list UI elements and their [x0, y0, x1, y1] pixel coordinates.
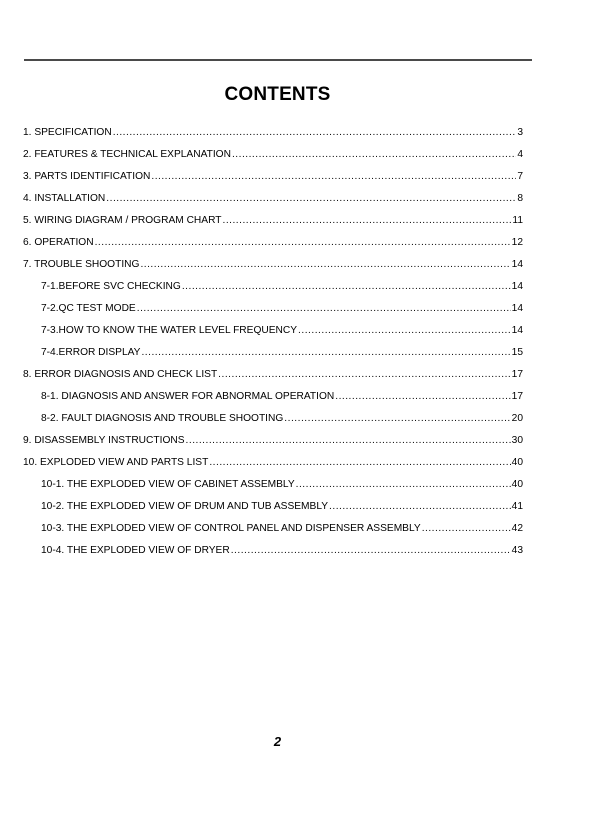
dot-leader — [422, 522, 511, 536]
toc-subentry[interactable] — [23, 544, 523, 566]
toc-entry-title: 3. PARTS IDENTIFICATION — [23, 171, 151, 182]
dot-leader — [137, 302, 511, 316]
page-title: CONTENTS — [224, 84, 331, 105]
toc-entry-title: 10-4. THE EXPLODED VIEW OF DRYER — [41, 545, 230, 556]
toc-entry-title: 5. WIRING DIAGRAM / PROGRAM CHART — [23, 215, 222, 226]
toc-entry-title: 4. INSTALLATION — [23, 193, 106, 204]
dot-leader — [106, 192, 516, 206]
dot-leader — [296, 478, 511, 492]
toc-entry-title: 7-1.BEFORE SVC CHECKING — [41, 281, 181, 292]
toc-entry[interactable] — [23, 148, 523, 170]
dot-leader — [141, 346, 510, 360]
dot-leader — [231, 544, 511, 558]
toc-entry-page: 14 — [511, 325, 523, 336]
toc-entry-title: 8-1. DIAGNOSIS AND ANSWER FOR ABNORMAL OPERATION — [41, 391, 335, 402]
toc-entry-title: 10-3. THE EXPLODED VIEW OF CONTROL PANEL AND DISPENSER ASSEMBLY — [41, 523, 421, 534]
dot-leader — [232, 148, 516, 162]
toc-subentry[interactable] — [23, 412, 523, 434]
toc-entry-page: 12 — [511, 237, 523, 248]
dot-leader — [222, 214, 511, 228]
toc-entry[interactable] — [23, 258, 523, 280]
toc-entry-title: 10-2. THE EXPLODED VIEW OF DRUM AND TUB ASSEMBLY — [41, 501, 329, 512]
toc-subentry[interactable] — [23, 500, 523, 522]
table-of-contents — [23, 126, 523, 566]
toc-entry-page: 17 — [511, 369, 523, 380]
toc-subentry[interactable] — [23, 390, 523, 412]
dot-leader — [218, 368, 510, 382]
toc-entry-title: 1. SPECIFICATION — [23, 127, 112, 138]
toc-entry-page: 20 — [511, 413, 523, 424]
toc-entry-page: 4 — [517, 149, 523, 160]
dot-leader — [335, 390, 510, 404]
toc-entry[interactable] — [23, 368, 523, 390]
toc-entry-title: 7-4.ERROR DISPLAY — [41, 347, 141, 358]
toc-entry[interactable] — [23, 170, 523, 192]
toc-subentry[interactable] — [23, 346, 523, 368]
toc-subentry[interactable] — [23, 478, 523, 500]
page-number: 2 — [273, 734, 282, 749]
toc-entry-title: 6. OPERATION — [23, 237, 94, 248]
toc-entry-title: 10. EXPLODED VIEW AND PARTS LIST — [23, 457, 209, 468]
toc-entry[interactable] — [23, 126, 523, 148]
toc-entry-page: 15 — [511, 347, 523, 358]
toc-entry[interactable] — [23, 434, 523, 456]
dot-leader — [113, 126, 517, 140]
toc-subentry[interactable] — [23, 324, 523, 346]
toc-entry-title: 2. FEATURES & TECHNICAL EXPLANATION — [23, 149, 231, 160]
toc-entry[interactable] — [23, 192, 523, 214]
toc-entry-page: 30 — [511, 435, 523, 446]
dot-leader — [329, 500, 511, 514]
toc-entry[interactable] — [23, 236, 523, 258]
toc-entry-page: 43 — [511, 545, 523, 556]
dot-leader — [95, 236, 511, 250]
top-rule — [24, 59, 532, 61]
toc-subentry[interactable] — [23, 302, 523, 324]
dot-leader — [298, 324, 511, 338]
toc-entry-page: 17 — [511, 391, 523, 402]
toc-entry-title: 9. DISASSEMBLY INSTRUCTIONS — [23, 435, 185, 446]
toc-entry-page: 14 — [511, 303, 523, 314]
dot-leader — [140, 258, 510, 272]
toc-entry-page: 41 — [511, 501, 523, 512]
dot-leader — [209, 456, 510, 470]
dot-leader — [186, 434, 511, 448]
toc-entry-page: 42 — [511, 523, 523, 534]
toc-entry-title: 10-1. THE EXPLODED VIEW OF CABINET ASSEMBLY — [41, 479, 295, 490]
toc-entry-page: 14 — [511, 259, 523, 270]
toc-entry-page: 40 — [511, 479, 523, 490]
toc-entry-title: 7-3.HOW TO KNOW THE WATER LEVEL FREQUENCY — [41, 325, 298, 336]
dot-leader — [182, 280, 511, 294]
toc-entry-page: 11 — [512, 215, 523, 226]
toc-entry-page: 8 — [517, 193, 523, 204]
dot-leader — [151, 170, 516, 184]
toc-entry-page: 40 — [511, 457, 523, 468]
toc-entry[interactable] — [23, 456, 523, 478]
toc-entry-title: 7-2.QC TEST MODE — [41, 303, 136, 314]
toc-entry-title: 8. ERROR DIAGNOSIS AND CHECK LIST — [23, 369, 218, 380]
toc-entry-title: 8-2. FAULT DIAGNOSIS AND TROUBLE SHOOTING — [41, 413, 284, 424]
toc-entry[interactable] — [23, 214, 523, 236]
toc-subentry[interactable] — [23, 522, 523, 544]
toc-entry-title: 7. TROUBLE SHOOTING — [23, 259, 140, 270]
toc-entry-page: 3 — [517, 127, 523, 138]
dot-leader — [284, 412, 510, 426]
toc-entry-page: 14 — [511, 281, 523, 292]
toc-entry-page: 7 — [517, 171, 523, 182]
toc-subentry[interactable] — [23, 280, 523, 302]
